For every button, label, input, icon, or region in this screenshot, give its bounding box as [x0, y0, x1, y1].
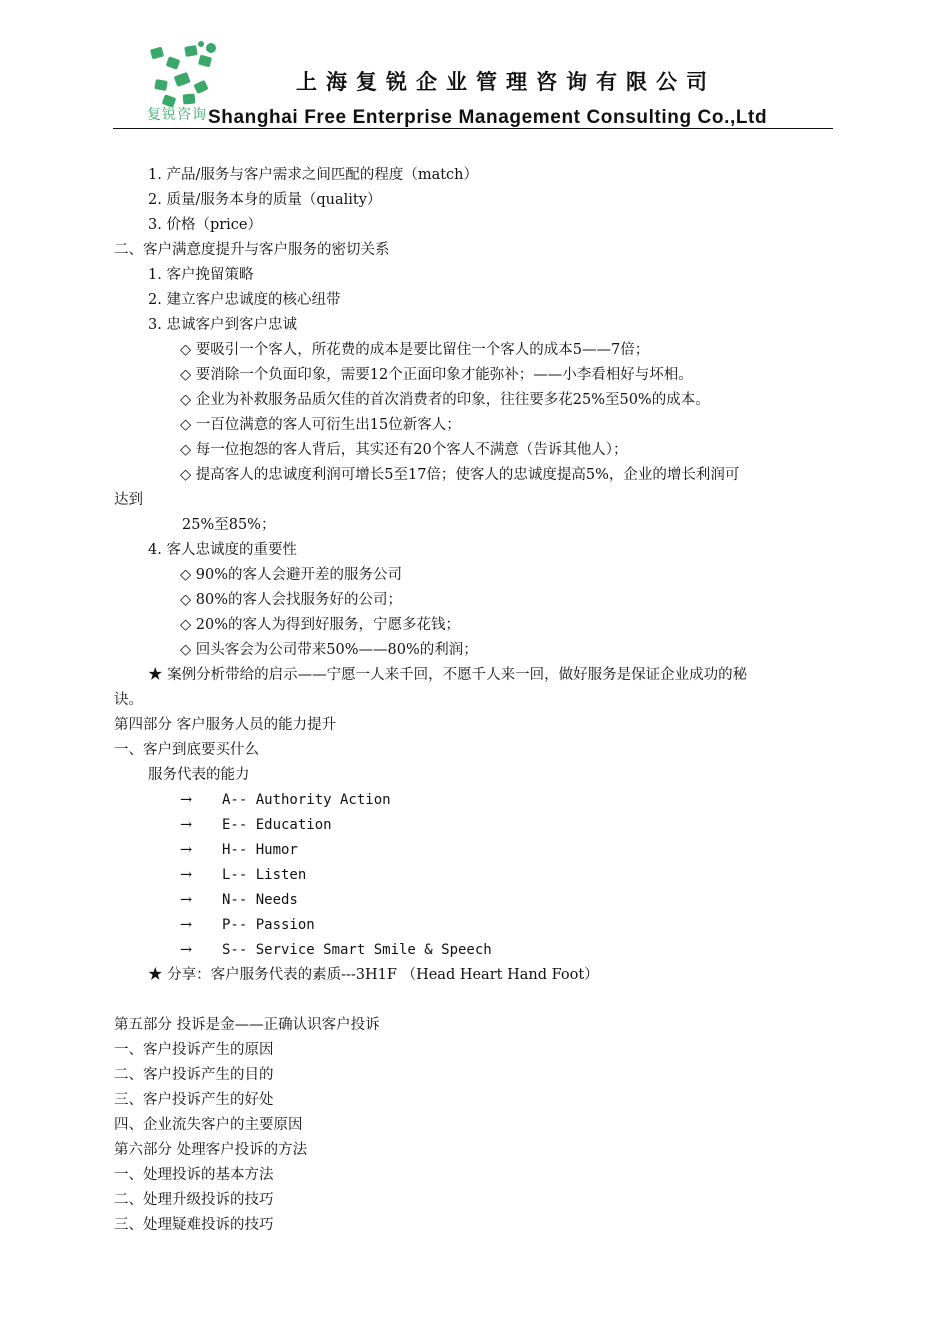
- section-heading: 三、客户投诉产生的好处: [114, 1092, 274, 1108]
- arrow-icon: →: [180, 942, 193, 958]
- text-line: 3. 忠诚客户到客户忠诚: [148, 317, 297, 333]
- star-line: ★ 分享：客户服务代表的素质---3H1F （Head Heart Hand Foot）: [148, 967, 599, 983]
- section-heading: 二、客户投诉产生的目的: [114, 1067, 274, 1083]
- arrow-icon: →: [180, 817, 193, 833]
- text-line: 服务代表的能力: [148, 767, 250, 783]
- arrow-line: → N-- Needs: [0, 888, 950, 913]
- bullet-line: ◇ 每一位抱怨的客人背后，其实还有20个客人不满意（告诉其他人）；: [180, 442, 628, 458]
- arrow-icon: →: [180, 792, 193, 808]
- arrow-line: → E-- Education: [0, 813, 950, 838]
- company-name-cn: 上海复锐企业管理咨询有限公司: [296, 70, 716, 94]
- blank-line: [0, 988, 950, 1013]
- arrow-line: → H-- Humor: [0, 838, 950, 863]
- logo-text: 复锐咨询: [147, 107, 207, 123]
- arrow-line: → P-- Passion: [0, 913, 950, 938]
- part-heading: 第六部分 处理客户投诉的方法: [114, 1142, 308, 1158]
- section-heading: 二、处理升级投诉的技巧: [114, 1192, 274, 1208]
- header-divider: [113, 128, 833, 129]
- arrow-icon: →: [180, 867, 193, 883]
- text-line: 达到: [114, 492, 143, 508]
- section-heading: 一、客户投诉产生的原因: [114, 1042, 274, 1058]
- text-line: 诀。: [114, 692, 143, 708]
- text-line: 4. 客人忠诚度的重要性: [148, 542, 297, 558]
- text-line: 25%至85%；: [182, 517, 276, 533]
- section-heading: 一、处理投诉的基本方法: [114, 1167, 274, 1183]
- bullet-line: ◇ 80%的客人会找服务好的公司；: [180, 592, 402, 608]
- part-heading: 第四部分 客户服务人员的能力提升: [114, 717, 337, 733]
- company-name-en: Shanghai Free Enterprise Management Consulting Co.,Ltd: [208, 107, 768, 128]
- arrow-icon: →: [180, 892, 193, 908]
- arrow-line: → A-- Authority Action: [0, 788, 950, 813]
- arrow-icon: →: [180, 842, 193, 858]
- section-heading: 三、处理疑难投诉的技巧: [114, 1217, 274, 1233]
- text-line: 1. 客户挽留策略: [148, 267, 254, 283]
- bullet-line: ◇ 企业为补救服务品质欠佳的首次消费者的印象，往往要多花25%至50%的成本。: [180, 392, 710, 408]
- bullet-line: ◇ 回头客会为公司带来50%——80%的利润；: [180, 642, 478, 658]
- section-heading: 二、客户满意度提升与客户服务的密切关系: [114, 242, 390, 258]
- arrow-line: → S-- Service Smart Smile & Speech: [0, 938, 950, 963]
- document-body: [0, 163, 950, 1238]
- bullet-line: ◇ 要消除一个负面印象，需要12个正面印象才能弥补；——小李看相好与坏相。: [180, 367, 693, 383]
- arrow-line: → L-- Listen: [0, 863, 950, 888]
- text-line: 2. 质量/服务本身的质量（quality）: [148, 192, 382, 208]
- section-heading: 四、企业流失客户的主要原因: [114, 1117, 303, 1133]
- text-line: 2. 建立客户忠诚度的核心纽带: [148, 292, 341, 308]
- bullet-line: ◇ 一百位满意的客人可衍生出15位新客人；: [180, 417, 461, 433]
- bullet-line: ◇ 90%的客人会避开差的服务公司: [180, 567, 402, 583]
- arrow-icon: →: [180, 917, 193, 933]
- text-line: 1. 产品/服务与客户需求之间匹配的程度（match）: [148, 167, 479, 183]
- bullet-line: ◇ 提高客人的忠诚度利润可增长5至17倍；使客人的忠诚度提高5%，企业的增长利润可: [180, 467, 740, 483]
- star-line: ★ 案例分析带给的启示——宁愿一人来千回，不愿千人来一回，做好服务是保证企业成功的秘: [148, 667, 748, 683]
- section-heading: 一、客户到底要买什么: [114, 742, 259, 758]
- text-line: 3. 价格（price）: [148, 217, 262, 233]
- part-heading: 第五部分 投诉是金——正确认识客户投诉: [114, 1017, 380, 1033]
- bullet-line: ◇ 要吸引一个客人，所花费的成本是要比留住一个客人的成本5——7倍；: [180, 342, 650, 358]
- bullet-line: ◇ 20%的客人为得到好服务，宁愿多花钱；: [180, 617, 460, 633]
